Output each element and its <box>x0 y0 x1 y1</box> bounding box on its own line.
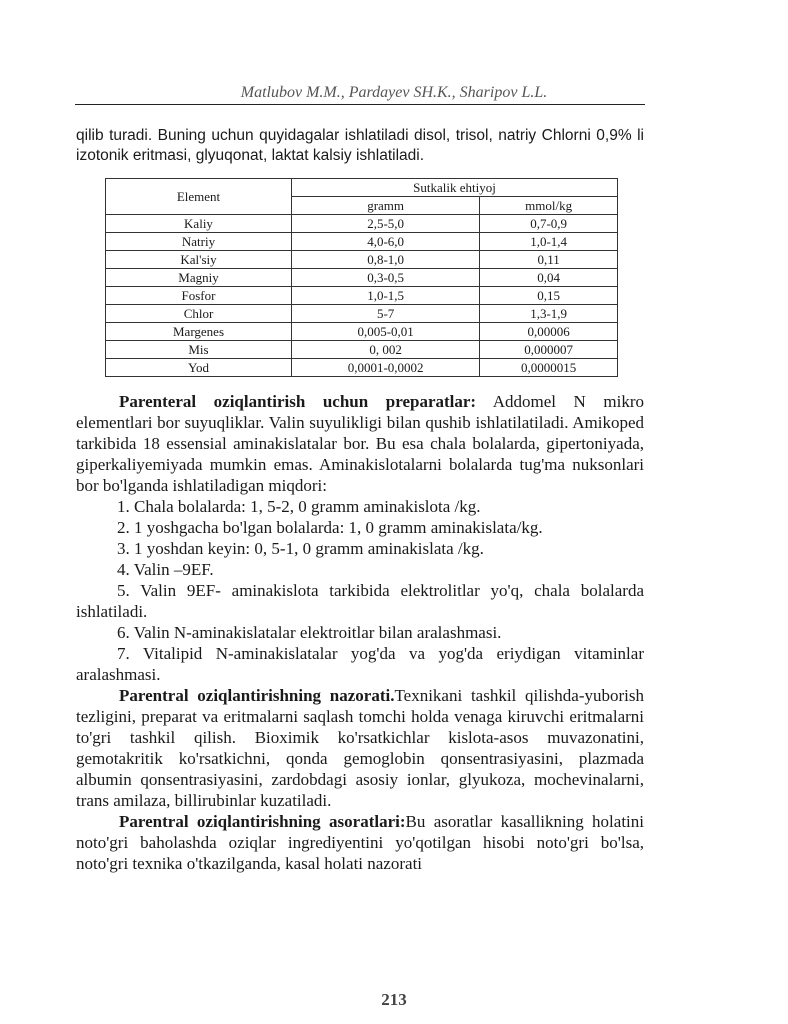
list-item-number: 7. <box>117 644 130 663</box>
list-item <box>76 622 644 643</box>
page-number: 213 <box>381 990 407 1009</box>
table-header-mmol: mmol/kg <box>480 197 618 215</box>
header-rule <box>75 104 645 105</box>
table-row <box>106 323 618 341</box>
page-body <box>76 126 644 874</box>
complications-heading: Parentral oziqlantirishning asoratlari: <box>119 812 406 831</box>
monitoring-heading: Parentral oziqlantirishning nazorati. <box>119 686 395 705</box>
daily-requirement-table <box>105 178 618 377</box>
paragraph-preparations <box>76 391 644 496</box>
paragraph-monitoring <box>76 685 644 811</box>
cell-gram: 0,0001-0,0002 <box>292 359 480 377</box>
list-item-text: Valin –9EF. <box>133 560 214 579</box>
table-header-element: Element <box>106 179 292 215</box>
cell-element: Magniy <box>106 269 292 287</box>
preparations-heading: Parenteral oziqlantirish uchun preparatlar: <box>119 392 477 411</box>
cell-mmol: 0,7-0,9 <box>480 215 618 233</box>
paragraph-complications <box>76 811 644 874</box>
dose-list <box>76 496 644 685</box>
cell-mmol: 1,0-1,4 <box>480 233 618 251</box>
cell-element: Kaliy <box>106 215 292 233</box>
preparations-text: Addomel N mikro elementlari bor suyuqliklar. Valin suyulikligi bilan qushib ishlatilatiladi. Amikoped tarkibida 18 essensial aminakislatalar bor. Bu esa chala bolalarda, gipertoniyada, giperkaliyemiyada mumkin emas. Aminakislotalarni bolalarda tug'ma nuksonlari bor bo'lganda ishlatiladigan miqdori: <box>76 392 645 495</box>
list-item <box>76 517 644 538</box>
cell-element: Kal'siy <box>106 251 292 269</box>
cell-gram: 0,8-1,0 <box>292 251 480 269</box>
cell-element: Margenes <box>106 323 292 341</box>
list-item-text: Chala bolalarda: 1, 5-2, 0 gramm aminakislota /kg. <box>134 497 481 516</box>
list-item-number: 6. <box>117 623 130 642</box>
cell-mmol: 0,00006 <box>480 323 618 341</box>
table-row <box>106 233 618 251</box>
list-item-number: 4. <box>117 560 130 579</box>
cell-gram: 0,3-0,5 <box>292 269 480 287</box>
cell-element: Chlor <box>106 305 292 323</box>
list-item-text: Valin 9EF- aminakislota tarkibida elektrolitlar yo'q, chala bolalarda ishlatiladi. <box>76 581 644 621</box>
table-row <box>106 287 618 305</box>
cell-mmol: 1,3-1,9 <box>480 305 618 323</box>
list-item-text: Vitalipid N-aminakislatalar yog'da va yog'da eriydigan vitaminlar aralashmasi. <box>76 644 644 684</box>
list-item <box>76 496 644 517</box>
table-header-gram: gramm <box>292 197 480 215</box>
table-row <box>106 251 618 269</box>
table-row <box>106 341 618 359</box>
list-item-number: 2. <box>117 518 130 537</box>
cell-element: Yod <box>106 359 292 377</box>
cell-element: Mis <box>106 341 292 359</box>
cell-gram: 0,005-0,01 <box>292 323 480 341</box>
cell-gram: 4,0-6,0 <box>292 233 480 251</box>
list-item <box>76 559 644 580</box>
table-row <box>106 269 618 287</box>
cell-mmol: 0,0000015 <box>480 359 618 377</box>
cell-element: Natriy <box>106 233 292 251</box>
table-row <box>106 215 618 233</box>
list-item-number: 3. <box>117 539 130 558</box>
complications-text: Bu asoratlar kasallikning holatini noto'gri baholashda oziqlar ingrediyentini yo'qotilgan hisobi noto'gri bo'lsa, noto'gri texnika o'tkazilganda, kasal holati nazorati <box>76 812 644 873</box>
list-item <box>76 538 644 559</box>
cell-gram: 2,5-5,0 <box>292 215 480 233</box>
cell-mmol: 0,15 <box>480 287 618 305</box>
cell-gram: 5-7 <box>292 305 480 323</box>
table-header-group: Sutkalik ehtiyoj <box>292 179 618 197</box>
cell-mmol: 0,000007 <box>480 341 618 359</box>
cell-mmol: 0,04 <box>480 269 618 287</box>
list-item-text: 1 yoshgacha bo'lgan bolalarda: 1, 0 gramm aminakislata/kg. <box>134 518 543 537</box>
list-item-text: 1 yoshdan keyin: 0, 5-1, 0 gramm aminakislata /kg. <box>134 539 484 558</box>
table-row <box>106 305 618 323</box>
running-header: Matlubov M.M., Pardayev SH.K., Sharipov L.L. <box>240 84 548 101</box>
list-item <box>76 643 644 685</box>
list-item-number: 1. <box>117 497 130 516</box>
cell-gram: 0, 002 <box>292 341 480 359</box>
intro-paragraph: qilib turadi. Buning uchun quyidagalar ishlatiladi disol, trisol, natriy Chlorni 0,9% li izotonik eritmasi, glyuqonat, laktat kalsiy ishlatiladi. <box>76 127 644 164</box>
monitoring-text: Texnikani tashkil qilishda-yuborish tezligini, preparat va eritmalarni saqlash tomchi holda venaga kiruvchi eritmalarni to'gri tashkil qilish. Bioximik ko'rsatkichlar kislota-asos muvazonatini, gemotakritik ko'rsatkichni, qonda gemoglobin qonsentrasiyasini, plazmada albumin qonsentrasiyasini, zardobdagi asosiy ionlar, glyukoza, mochevinalarni, trans amilaza, billirubinlar kuzatiladi. <box>76 686 644 810</box>
table-row <box>106 359 618 377</box>
list-item-number: 5. <box>117 581 130 600</box>
cell-gram: 1,0-1,5 <box>292 287 480 305</box>
list-item-text: Valin N-aminakislatalar elektroitlar bilan aralashmasi. <box>133 623 502 642</box>
list-item <box>76 580 644 622</box>
cell-mmol: 0,11 <box>480 251 618 269</box>
cell-element: Fosfor <box>106 287 292 305</box>
table-body <box>106 215 618 377</box>
